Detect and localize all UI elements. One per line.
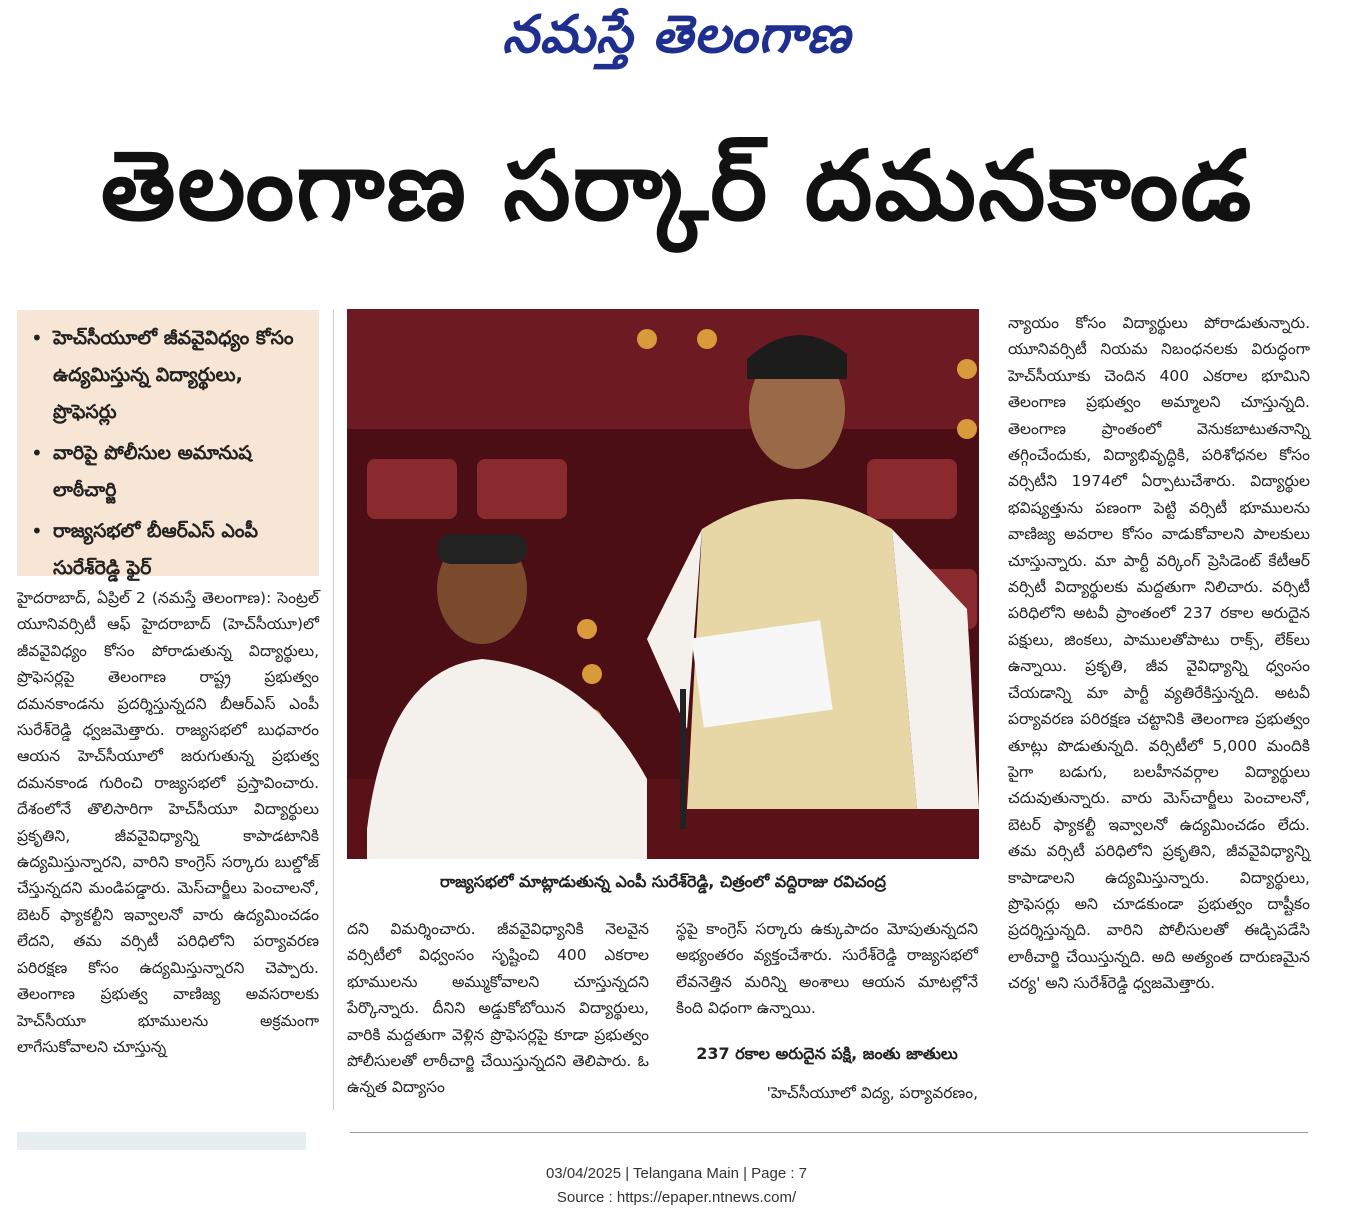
photo-caption: రాజ్యసభలో మాట్లాడుతున్న ఎంపీ సురేశ్‌రెడ్డి, చిత్రంలో వద్దిరాజు రవిచంద్ర bbox=[440, 872, 886, 891]
page-footer bbox=[0, 1162, 1353, 1210]
bullet-icon: • bbox=[31, 519, 43, 543]
article-text: హైదరాబాద్, ఏప్రిల్ 2 (నమస్తే తెలంగాణ): సెంట్రల్ యూనివర్సిటీ ఆఫ్ హైదరాబాద్ (హెచ్‌సీయూ)లో జీవవైవిధ్యం కోసం పోరాడుతున్న విద్యార్థులు, ప్రొఫెసర్లపై తెలంగాణ రాష్ట్ర ప్రభుత్వం దమనకాండను ప్రదర్శిస్తున్నదని బీఆర్‌ఎస్ ఎంపీ సురేశ్‌రెడ్డి ధ్వజమెత్తారు. రాజ్యసభలో బుధవారం ఆయన హెచ్‌సీయూలో జరుగుతున్న ప్రభుత్వ దమనకాండ గురించి రాజ్యసభలో ప్రస్తావించారు. దేశంలోనే తొలిసారిగా హెచ్‌సీయూ విద్యార్థులు ప్రకృతిని, జీవవైవిధ్యాన్ని కాపాడటానికి ఉద్యమిస్తున్నారని, వారిని కాంగ్రెస్ సర్కారు బుల్డోజ్ చేస్తున్నదని మండిపడ్డారు. మెస్‌చార్జీలు పెంచాలనో, బెటర్ ఫ్యాకల్టీని ఇవ్వాలనో వారు ఉద్యమించడం లేదని, తమ వర్సిటీ పరిధిలోని పర్యావరణ పరిరక్షణ కోసం ఉద్యమిస్తున్నారని చెప్పారు. తెలంగాణ ప్రభుత్వ వాణిజ్య అవసరాలకు హెచ్‌సీయూ భూములను అక్రమంగా లాగేసుకోవాలని చూస్తున్న bbox=[17, 589, 319, 1056]
article-text: దని విమర్శించారు. జీవవైవిధ్యానికి నెలవైన వర్సిటీలో విధ్వంసం సృష్టించి 400 ఎకరాల భూములను అమ్ముకోవాలని చూస్తున్నదని పేర్కొన్నారు. దీనిని అడ్డుకోబోయిన విద్యార్థులు, వారికి మద్దతుగా వెళ్లిన ప్రొఫెసర్లపై కూడా ప్రభుత్వం పోలీసులతో లాఠీచార్జి చేయిస్తున్నదని తెలిపారు. ఓ ఉన్నత విద్యాసం bbox=[347, 920, 649, 1097]
highlight-text: రాజ్యసభలో బీఆర్‌ఎస్ ఎంపీ సురేశ్‌రెడ్డి ఫైర్ bbox=[53, 520, 259, 579]
bullet-icon: • bbox=[31, 441, 43, 465]
photo-illustration bbox=[347, 309, 979, 859]
article-subheading: 237 రకాల అరుదైన పక్షి, జంతు జాతులు bbox=[696, 1044, 958, 1063]
article-column-1 bbox=[17, 585, 319, 1060]
edition-info: 03/04/2025 | Telangana Main | Page : 7 bbox=[545, 1165, 808, 1182]
subheading-text: 'హెచ్‌సీయూలో విద్య, పర్యావరణం, bbox=[766, 1084, 978, 1102]
next-article-box bbox=[17, 1132, 306, 1150]
highlight-item bbox=[31, 435, 311, 509]
bullet-icon: • bbox=[31, 326, 43, 350]
article-column-2a bbox=[347, 916, 649, 1101]
column-divider bbox=[333, 310, 334, 1110]
masthead-logo: నమస్తే తెలంగాణ bbox=[502, 4, 851, 65]
highlight-item bbox=[31, 320, 311, 431]
headline: తెలంగాణ సర్కార్ దమనకాండ bbox=[100, 130, 1254, 242]
highlight-text: వారిపై పోలీసుల అమానుష లాఠీచార్జి bbox=[53, 442, 252, 501]
page-divider bbox=[350, 1132, 1308, 1133]
highlight-text: హెచ్‌సీయూలో జీవవైవిధ్యం కోసం ఉద్యమిస్తున్న విద్యార్థులు, ప్రొఫెసర్లు bbox=[53, 327, 294, 423]
article-column-2b bbox=[676, 916, 978, 1022]
highlights-box bbox=[17, 310, 319, 579]
highlight-item bbox=[31, 513, 311, 587]
article-text: న్యాయం కోసం విద్యార్థులు పోరాడుతున్నారు. యూనివర్సిటీ నియమ నిబంధనలకు విరుద్ధంగా హెచ్‌సీయూకు చెందిన 400 ఎకరాల భూమిని తెలంగాణ ప్రభుత్వం అమ్మాలని చూస్తున్నది. తెలంగాణ ప్రాంతంలో వెనుకబాటుతనాన్ని తగ్గించేందుకు, విద్యాభివృద్ధికి, పరిశోధనల కోసం వర్సిటీని 1974లో ఏర్పాటుచేశారు. విద్యార్థుల భవిష్యత్తును పణంగా పెట్టి వర్సిటీ భూములను వాణిజ్య అవరాల కోసం వాడుకోవాలని పాలకులు చూస్తున్నారు. మా పార్టీ వర్కింగ్ ప్రెసిడెంట్ కేటీఆర్ వర్సిటీ విద్యార్థులకు మద్దతుగా నిలిచారు. వర్సిటీ పరిధిలోని అటవీ ప్రాంతంలో 237 రకాల అరుదైన పక్షులు, జింకలు, పాములతోపాటు రాక్స్, లేక్‌లు ఉన్నాయి. ప్రకృతి, జీవ వైవిధ్యాన్ని ధ్వంసం చేయడాన్ని మా పార్టీ వ్యతిరేకిస్తున్నది. అటవీ పర్యావరణ పరిరక్షణ చట్టానికి తెలంగాణ ప్రభుత్వం తూట్లు పొడుతున్నది. వర్సిటీలో 5,000 మందికి పైగా బడుగు, బలహీనవర్గాల విద్యార్థులు చదువుతున్నారు. వారు మెస్‌చార్జీలు పెంచాలనో, బెటర్ ఫ్యాకల్టీ ఇవ్వాలనో ఉద్యమించడం లేదు. తమ వర్సిటీ పరిధిలోని ప్రకృతిని, జీవవైవిధ్యాన్ని కాపాడాలని ఉద్యమిస్తున్నారు. విద్యార్థులు, ప్రొఫెసర్లు అని చూడకుండా ప్రభుత్వం దాష్టీకం ప్రదర్శిస్తున్నది. వారిని పోలీసులతో ఈడ్చిపడేసి లాఠీచార్జి చేయిస్తున్నది. అది అత్యంత దారుణమైన చర్య' అని సురేశ్‌రెడ్డి ధ్వజమెత్తారు. bbox=[1008, 314, 1310, 993]
article-column-3 bbox=[1008, 310, 1310, 997]
article-text: స్థపై కాంగ్రెస్ సర్కారు ఉక్కుపాదం మోపుతున్నదని అభ్యంతరం వ్యక్తంచేశారు. సురేశ్‌రెడ్డి రాజ్యసభలో లేవనెత్తిన మరిన్ని అంశాలు ఆయన మాటల్లోనే కింది విధంగా ఉన్నాయి. bbox=[676, 920, 978, 1018]
source-link[interactable]: Source : https://epaper.ntnews.com/ bbox=[556, 1189, 797, 1206]
article-photo bbox=[347, 309, 979, 859]
